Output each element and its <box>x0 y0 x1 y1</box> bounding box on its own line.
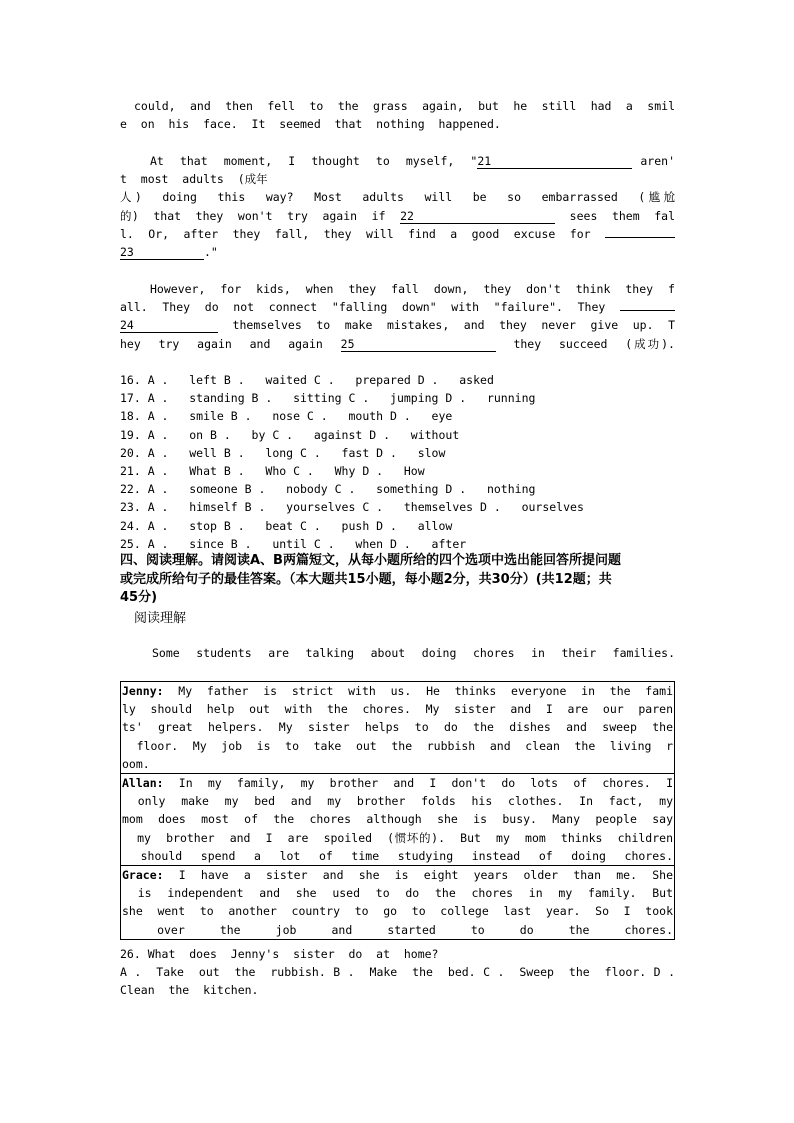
passage-text: l. Or, after they fall, they will find a good excuse for <box>120 226 605 241</box>
cell-line: she went to another country to go to college last year. So I took <box>122 904 673 919</box>
passage-text: all. They do not connect "falling down" with "failure". They <box>120 300 620 315</box>
passage-line: However, for kids, when they fall down, they don't think they f <box>150 282 675 296</box>
blank-24-start[interactable] <box>620 310 675 311</box>
passage-line: t most adults (成年 <box>120 172 268 187</box>
passage-text: sees them fal <box>555 208 675 223</box>
option-line: 23. A . himself B . yourselves C . themselves D . ourselves <box>120 500 584 515</box>
table-cell-grace <box>121 866 675 940</box>
option-line: 25. A . since B . until C . when D . after <box>120 536 467 551</box>
table-cell-allan <box>121 774 675 866</box>
table-cell-jenny <box>121 682 675 774</box>
cell-line: is independent and she used to do the chores in my family. But <box>122 886 673 901</box>
intro-line: Some students are talking about doing chores in their families. <box>152 646 675 660</box>
option-line: 19. A . on B . by C . against D . without <box>120 427 460 442</box>
passage-text: 的) that they won't try again if <box>120 208 401 223</box>
passage-paragraph <box>120 152 675 261</box>
passage-line <box>120 243 675 261</box>
blank-22[interactable]: 22 <box>400 209 555 224</box>
passage-line <box>120 152 675 170</box>
chores-table <box>120 681 675 940</box>
passage-line: e on his face. It seemed that nothing happened. <box>120 117 501 132</box>
cell-line <box>122 774 673 792</box>
passage-line <box>120 225 675 243</box>
heading-line: 45分) <box>120 590 158 605</box>
cell-text: In my family, my brother and I don't do lots of chores. I <box>163 776 673 791</box>
blank-23[interactable]: 23 <box>120 245 204 260</box>
passage-text: themselves to make mistakes, and they never give up. T <box>218 318 675 333</box>
cell-line: mom does most of the chores although she is busy. Many people say <box>122 812 673 827</box>
passage-line <box>120 298 675 316</box>
cell-line: ly should help out with the chores. My sister and I are our paren <box>122 702 673 717</box>
heading-line: 或完成所给句子的最佳答案。（本大题共15小题，每小题2分，共30分）(共12题；共 <box>120 571 612 587</box>
speaker-name: Allan: <box>122 776 164 791</box>
table-row <box>121 774 675 866</box>
cell-line <box>122 866 673 884</box>
blank-24[interactable]: 24 <box>120 318 218 333</box>
speaker-name: Grace: <box>122 868 164 883</box>
cell-text: I have a sister and she is eight years older than me. She <box>163 868 673 883</box>
passage-paragraph <box>120 97 675 133</box>
cell-line: only make my bed and my brother folds his clothes. In fact, my <box>122 794 673 809</box>
blank-21[interactable]: 21 <box>477 154 632 169</box>
table-row <box>121 682 675 774</box>
passage-text: At that moment, I thought to myself, " <box>150 154 478 168</box>
passage-line: could, and then fell to the grass again, but he still had a smil <box>134 99 675 113</box>
option-list <box>120 371 675 553</box>
passage-text: hey try again and again <box>120 336 341 351</box>
cell-line <box>122 682 673 700</box>
heading-line: 四、阅读理解。请阅读A、B两篇短文，从每小题所给的四个选项中选出能回答所提问题 <box>120 553 621 568</box>
option-line: 16. A . left B . waited C . prepared D . asked <box>120 373 494 387</box>
speaker-name: Jenny: <box>122 684 164 698</box>
passage-text: ." <box>204 245 218 260</box>
question-options: Clean the kitchen. <box>120 983 259 998</box>
intro-paragraph <box>120 644 675 662</box>
cell-line: floor. My job is to take out the rubbish and clean the living r <box>122 738 673 753</box>
passage-paragraph <box>120 280 675 353</box>
question-options: A . Take out the rubbish. B . Make the bed. C . Sweep the floor. D . <box>120 965 675 980</box>
cell-text: My father is strict with us. He thinks everyone in the fami <box>163 684 673 698</box>
passage-line <box>120 207 675 225</box>
cell-line: over the job and started to do the chores. <box>122 922 673 937</box>
option-line: 18. A . smile B . nose C . mouth D . eye <box>120 409 453 424</box>
passage-text: they succeed (成功). <box>495 336 675 351</box>
cell-line: oom. <box>122 756 150 771</box>
passage-text: aren' <box>632 154 675 168</box>
passage-line: 人) doing this way? Most adults will be so embarrassed (尴尬 <box>120 190 675 205</box>
blank-25[interactable]: 25 <box>341 337 496 352</box>
option-line: 22. A . someone B . nobody C . something D . nothing <box>120 482 536 497</box>
question-text: 26. What does Jenny's sister do at home? <box>120 947 439 961</box>
section-subtitle: 阅读理解 <box>134 611 187 626</box>
cell-line: my brother and I are spoiled (惯坏的). But my mom thinks children <box>122 830 673 845</box>
option-line: 20. A . well B . long C . fast D . slow <box>120 445 446 460</box>
table-row <box>121 866 675 940</box>
option-line: 24. A . stop B . beat C . push D . allow <box>120 518 453 533</box>
option-line: 17. A . standing B . sitting C . jumping D . running <box>120 391 536 406</box>
question-26 <box>120 945 675 1000</box>
cell-line: ts' great helpers. My sister helps to do the dishes and sweep the <box>122 720 673 735</box>
section-heading <box>120 552 675 608</box>
passage-line <box>120 316 675 334</box>
blank-23-start[interactable] <box>605 237 675 238</box>
cell-line: should spend a lot of time studying instead of doing chores. <box>122 848 673 863</box>
passage-line <box>120 335 675 353</box>
option-line: 21. A . What B . Who C . Why D . How <box>120 464 425 479</box>
